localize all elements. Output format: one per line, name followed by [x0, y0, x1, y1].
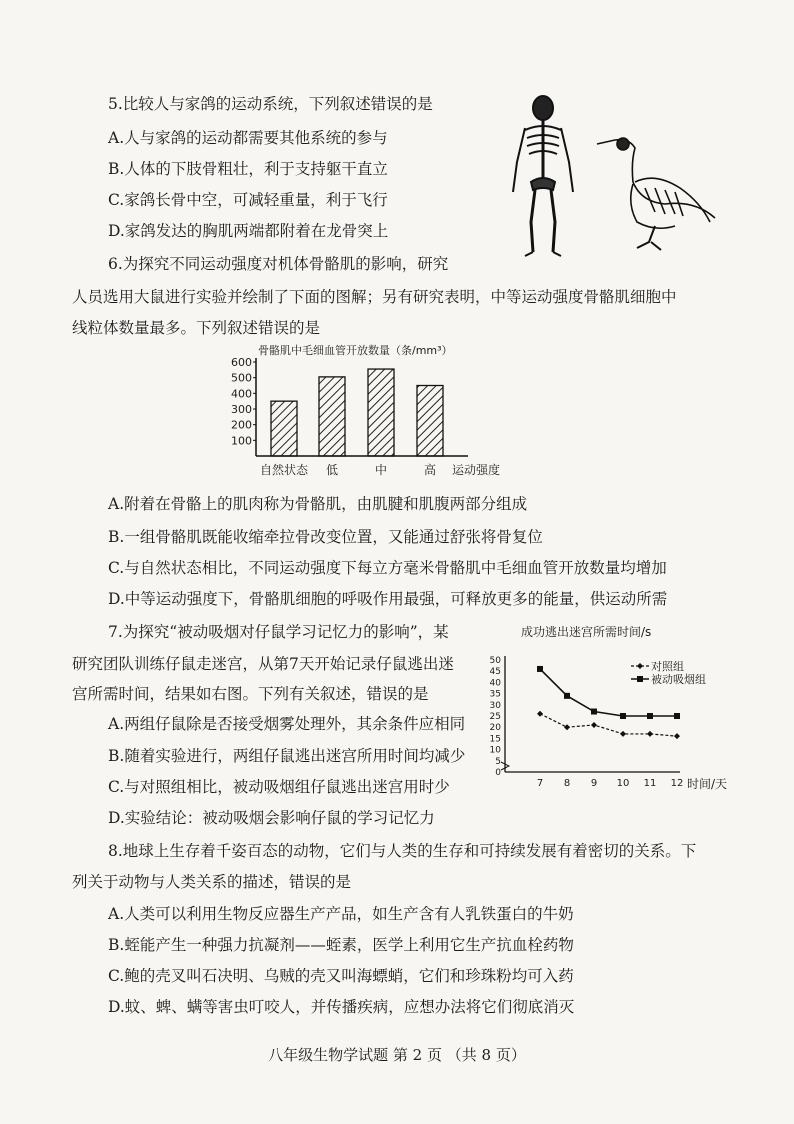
bar-chart-title: 骨骼肌中毛细血管开放数量（条/mm³）: [258, 344, 453, 357]
line-ytick-label: 5: [495, 756, 501, 767]
line-ytick-label: 45: [489, 667, 501, 678]
line-ytick-label: 20: [489, 723, 501, 734]
bar-ytick-label: 100: [231, 434, 252, 448]
data-point: [620, 731, 626, 737]
q8-option-d: D.蚊、蜱、螨等害虫叮咬人，并传播疾病，应想办法将它们彻底消灭: [108, 998, 575, 1016]
data-point: [537, 711, 543, 717]
q8-option-a: A.人类可以利用生物反应器生产产品，如生产含有人乳铁蛋白的牛奶: [108, 905, 574, 923]
human-skeleton-icon: [513, 96, 573, 256]
line-chart-xlabel: 时间/天: [687, 777, 728, 791]
bar: [417, 386, 443, 457]
q7-stem-line-3: 宫所需时间，结果如右图。下列有关叙述，错误的是: [72, 685, 429, 703]
q8-stem-line-2: 列关于动物与人类关系的描述，错误的是: [72, 873, 352, 891]
data-point: [647, 713, 653, 719]
bar-xtick-label: 低: [325, 463, 339, 477]
line-ytick-label: 10: [489, 745, 501, 756]
skeleton-illustration: [505, 92, 725, 262]
bar-ytick-label: 400: [231, 387, 252, 401]
line-xtick-label: 10: [616, 778, 630, 789]
line-xtick-label: 7: [536, 778, 544, 789]
data-point: [591, 722, 597, 728]
q8-option-b: B.蛭能产生一种强力抗凝剂——蛭素，医学上利用它生产抗血栓药物: [108, 936, 574, 954]
bar-xtick-label: 高: [423, 463, 437, 477]
q5-option-b: B.人体的下肢骨粗壮，利于支持躯干直立: [108, 160, 388, 178]
data-point: [564, 724, 570, 730]
line-ytick-label: 25: [489, 712, 501, 722]
line-chart-title: 成功逃出迷宫所需时间/s: [521, 625, 652, 639]
line-xtick-label: 9: [590, 778, 598, 789]
bar: [368, 369, 394, 456]
q6-option-d: D.中等运动强度下，骨骼肌细胞的呼吸作用最强，可释放更多的能量，供运动所需: [108, 590, 668, 608]
page-footer: 八年级生物学试题 第 2 页 （共 8 页）: [268, 1046, 526, 1064]
q5-option-c: C.家鸽长骨中空，可减轻重量，利于飞行: [108, 191, 388, 209]
q8-stem-line-1: 8.地球上生存着千姿百态的动物，它们与人类的生存和可持续发展有着密切的关系。下: [108, 842, 697, 860]
q6-option-b: B.一组骨骼肌既能收缩牵拉骨改变位置，又能通过舒张将骨复位: [108, 528, 543, 546]
line-ytick-label: 35: [489, 689, 501, 700]
line-xtick-label: 11: [643, 778, 657, 789]
bar: [271, 401, 297, 456]
q7-stem-line-2: 研究团队训练仔鼠走迷宫，从第7天开始记录仔鼠逃出迷: [72, 655, 454, 673]
data-point: [674, 733, 680, 739]
bar: [319, 377, 345, 456]
data-point: [591, 709, 597, 715]
q5-stem: 5.比较人与家鸽的运动系统，下列叙述错误的是: [108, 95, 433, 113]
q6-stem-line-2: 人员选用大鼠进行实验并绘制了下面的图解；另有研究表明，中等运动强度骨骼肌细胞中: [72, 288, 677, 306]
bar-chart-xlabel: 运动强度: [452, 463, 501, 477]
q7-option-b: B.随着实验进行，两组仔鼠逃出迷宫所用时间均减少: [108, 747, 466, 765]
legend-control: 对照组: [651, 660, 684, 673]
q5-option-d: D.家鸽发达的胸肌两端都附着在龙骨突上: [108, 222, 389, 240]
line-ytick-label: 30: [489, 700, 501, 711]
q6-option-a: A.附着在骨骼上的肌肉称为骨骼肌，由肌腱和肌腹两部分组成: [108, 495, 528, 513]
bar-ytick-label: 600: [231, 356, 252, 369]
line-ytick-label: 0: [495, 768, 501, 778]
pigeon-skeleton-icon: [597, 138, 715, 250]
bar-ytick-label: 300: [231, 403, 252, 416]
q6-stem-line-1: 6.为探究不同运动强度对机体骨骼肌的影响，研究: [108, 255, 449, 273]
data-point: [647, 731, 653, 737]
q8-option-c: C.鲍的壳叉叫石决明、乌贼的壳又叫海螵蛸，它们和珍珠粉均可入药: [108, 967, 574, 985]
q6-stem-line-3: 线粒体数量最多。下列叙述错误的是: [72, 319, 321, 337]
line-chart: [485, 620, 745, 800]
bar-ytick-label: 200: [231, 418, 252, 432]
line-ytick-label: 50: [489, 656, 501, 666]
line-xtick-label: 8: [563, 778, 571, 789]
q6-option-c: C.与自然状态相比，不同运动强度下每立方毫米骨骼肌中毛细血管开放数量均增加: [108, 559, 667, 577]
bar-chart: [218, 340, 538, 485]
data-point: [674, 713, 680, 719]
bar-xtick-label: 自然状态: [259, 463, 309, 477]
series-line-control: [540, 714, 677, 736]
legend-smoke: 被动吸烟组: [651, 673, 706, 686]
bar-xtick-label: 中: [374, 463, 388, 477]
q7-stem-line-1: 7.为探究“被动吸烟对仔鼠学习记忆力的影响”，某: [108, 623, 449, 641]
data-point: [620, 713, 626, 719]
bar-ytick-label: 500: [231, 371, 252, 385]
q7-option-a: A.两组仔鼠除是否接受烟雾处理外，其余条件应相同: [108, 715, 466, 733]
data-point: [537, 666, 543, 672]
line-chart-legend: [631, 659, 706, 686]
line-ytick-label: 15: [489, 734, 501, 745]
line-ytick-label: 40: [489, 678, 501, 689]
data-point: [564, 693, 570, 699]
q5-option-a: A.人与家鸽的运动都需要其他系统的参与: [108, 129, 388, 147]
line-xtick-label: 12: [670, 778, 684, 789]
q7-option-c: C.与对照组相比，被动吸烟组仔鼠逃出迷宫用时少: [108, 778, 450, 796]
q7-option-d: D.实验结论：被动吸烟会影响仔鼠的学习记忆力: [108, 809, 435, 827]
